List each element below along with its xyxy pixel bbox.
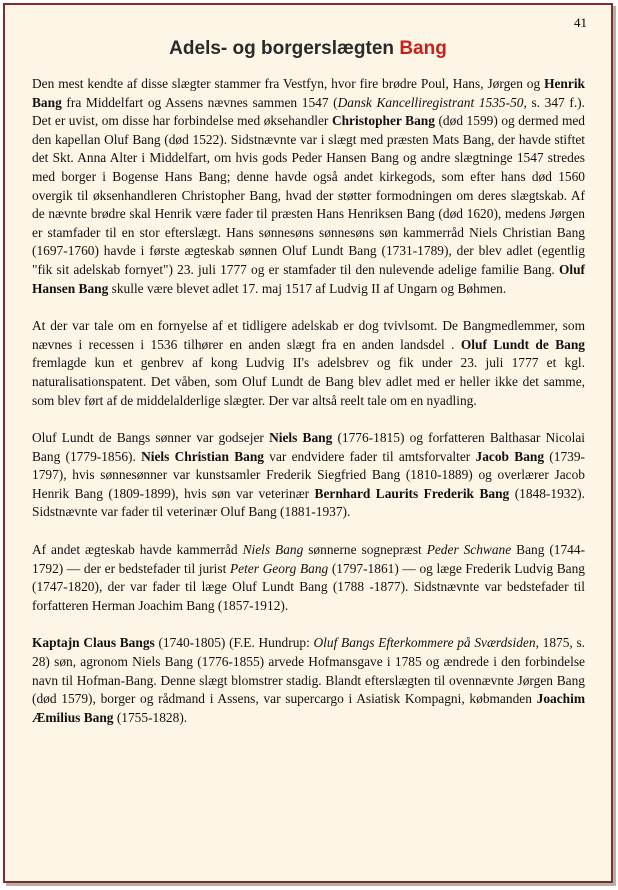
text-run: (1848-1932). Sidstnævnte var fader til veterinær Oluf Bang (1881-1937).: [32, 485, 585, 520]
paragraph: [32, 317, 585, 410]
italic-text: Peder Schwane: [426, 542, 512, 558]
page-number: 41: [574, 15, 587, 30]
bold-name: Oluf Lundt de Bang: [460, 336, 585, 352]
title-main: Adels- og borgerslægten: [169, 38, 395, 59]
text-run: skulle være blevet adlet 17. maj 1517 af Ludvig II af Ungarn og Bøhmen.: [108, 280, 507, 296]
italic-text: Dansk Kancelliregistrant 1535-50: [337, 94, 524, 110]
bold-name: Kaptajn Claus Bangs: [32, 635, 155, 651]
bold-name: Niels Christian Bang: [141, 448, 264, 464]
bold-name: Jacob Bang: [475, 448, 545, 464]
text-run: (1739-1797), hvis sønnesønner var kunstsamler Frederik Siegfried Bang (1810-1889) og overlærer Jacob Henrik Bang (1809-1899), hvis søn var veterinær: [32, 448, 585, 501]
text-run: (1776-1815) og forfatteren Balthasar Nicolai Bang (1779-1856).: [32, 430, 585, 464]
italic-text: Niels Bang: [242, 542, 304, 558]
bold-name: Henrik Bang: [32, 76, 585, 110]
paragraph: [32, 75, 585, 298]
bold-name: Christopher Bang: [331, 113, 435, 129]
text-run: , 1875, s. 28) søn, agronom Niels Bang (1776-1855) arvede Hofmansgave i 1785 og ændrede i den forbindelse navn til Hofman-Bang. Denne slægt blomstrer stadig. Blandt efterslægten til ovennævnte Jørgen Bang (død 1579), borger og rådmand i Assens, var supercargo i Asiatisk Kompagni, købmanden: [32, 635, 586, 707]
text-run: fremlagde kun et genbrev af kong Ludvig II's adelsbrev og fik under 23. juli 1777 et kgl. naturalisationspatent. Det våben, som Oluf Lundt de Bang blev adlet med er heller ikke det samme, som blev ført af de middelalderlige slægter. Der var altså reelt tale om en nyadling.: [32, 355, 585, 408]
text-run: At der var tale om en fornyelse af et tidligere adelskab er dog tvivlsomt. De Bangmedlemmer, som nævnes i recessen i 1536 tilhører en anden slægt fra en anden landsdel .: [32, 318, 585, 352]
text-run: (1755-1828).: [113, 709, 188, 725]
title-accent: Bang: [399, 38, 447, 59]
bold-name: Joachim Æmilius Bang: [32, 691, 585, 725]
text-run: Den mest kendte af disse slægter stammer fra Vestfyn, hvor fire brødre Poul, Hans, Jørgen og: [32, 76, 545, 91]
text-run: Af andet ægteskab havde kammerråd: [32, 542, 243, 558]
bold-name: Bernhard Laurits Frederik Bang: [314, 485, 510, 501]
text-run: (død 1599) og dermed med den kapellan Oluf Bang (død 1522). Sidstnævnte var i slægt med præsten Mats Bang, der havde stiftet det Skt. Anna Alter i Middelfart, om hvis gods Peder Hansen Bang og andre slægtninge 1547 stredes med borger i Bogense Hans Bang; denne havde også andet kirkegods, som efter hans død 1560 overgik til øksenhandleren Christopher Bang, hvad der støtter formodningen om deres slægtskab. Af de nævnte brødre skal Henrik være fader til præsten Hans Henriksen Bang (død 1620), medens Jørgen er stamfader til en stor efterslægt. Hans sønnesøns sønnesøns søn kammerråd Niels Christian Bang (1697-1760) havde i første ægteskab sønnen Oluf Lundt Bang (1731-1789), der blev adlet (egentlig "fik sit adelskab fornyet") 23. juli 1777 og er stamfader til den nulevende adelige familie Bang.: [32, 113, 585, 277]
paragraph: [32, 634, 585, 727]
text-run: fra Middelfart og Assens nævnes sammen 1547 (: [61, 94, 338, 110]
page-title: [5, 38, 611, 60]
paragraph: [32, 429, 585, 522]
text-run: Oluf Lundt de Bangs sønner var godsejer: [32, 430, 270, 446]
text-run: sønnerne sognepræst: [303, 542, 427, 558]
bold-name: Niels Bang: [269, 430, 333, 446]
italic-text: Oluf Bangs Efterkommere på Sværdsiden: [313, 635, 536, 651]
text-run: (1740-1805) (F.E. Hundrup:: [154, 635, 314, 651]
bold-name: Oluf Hansen Bang: [32, 261, 585, 296]
text-run: Bang (1744-1792) — der er bedstefader til jurist: [32, 542, 586, 576]
text-run: var endvidere fader til amtsforvalter: [263, 448, 476, 464]
article-body: [32, 75, 585, 746]
text-run: (1797-1861) — og læge Frederik Ludvig Bang (1747-1820), der var fader til læge Oluf Lundt Bang (1788 -1877). Sidstnævnte var bedstefader til forfatteren Herman Joachim Bang (1857-1912).: [32, 560, 585, 613]
text-run: , s. 347 f.). Det er uvist, om disse har forbindelse med øksehandler: [32, 94, 585, 129]
paragraph: [32, 541, 585, 615]
italic-text: Peter Georg Bang: [229, 560, 329, 576]
page-frame: [3, 3, 613, 883]
